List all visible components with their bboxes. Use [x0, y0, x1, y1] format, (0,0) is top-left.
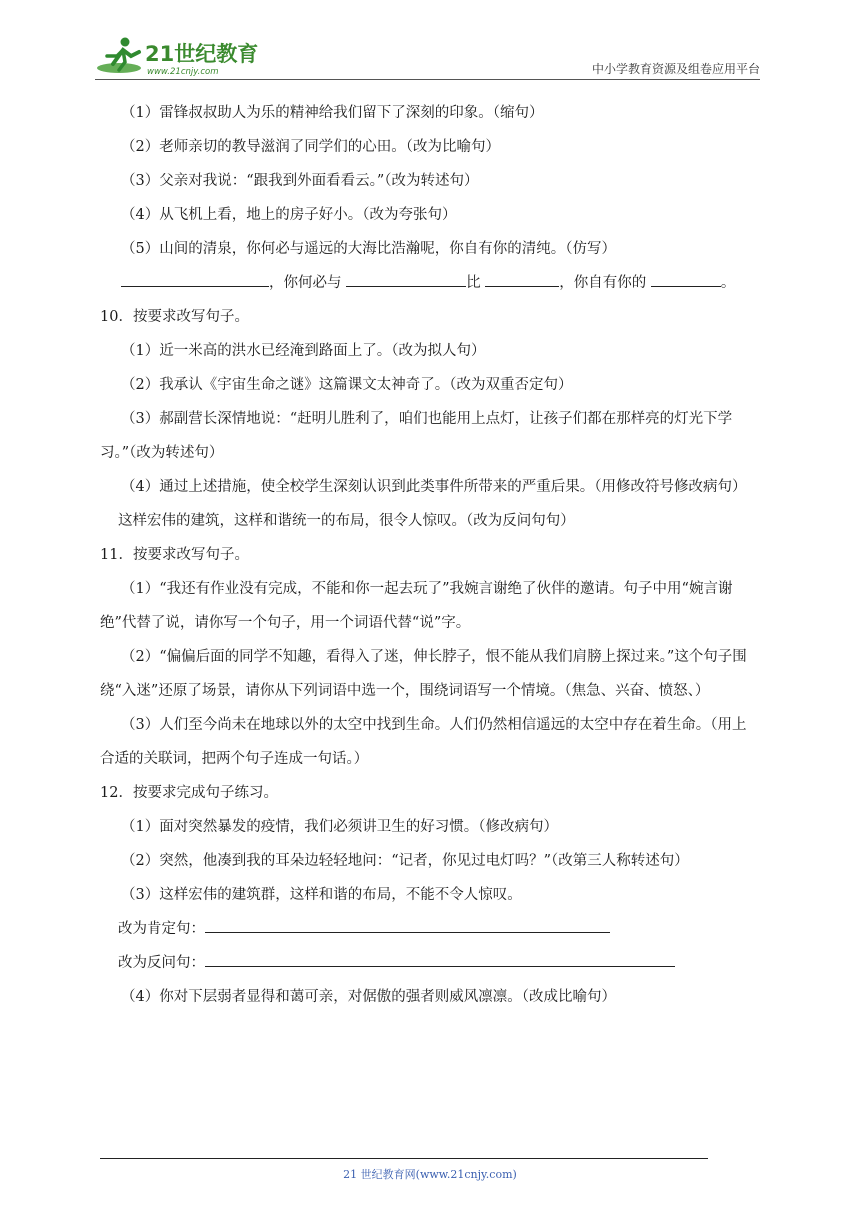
question-12-title: 12．按要求完成句子练习。	[100, 785, 278, 801]
affirmative-answer-line	[100, 912, 760, 946]
affirmative-label: 改为肯定句：	[118, 921, 205, 937]
q12-item-2: （2）突然，他凑到我的耳朵边轻轻地问：“记者，你见过电灯吗？”（改第三人称转述句）	[121, 853, 689, 869]
item-1: （1）雷锋叔叔助人为乐的精神给我们留下了深刻的印象。（缩句）	[121, 105, 544, 121]
site-logo	[95, 34, 265, 78]
q10-item-5: 这样宏伟的建筑，这样和谐统一的布局，很令人惊叹。（改为反问句句）	[118, 513, 575, 529]
item-5: （5）山间的清泉，你何必与遥远的大海比浩瀚呢，你自有你的清纯。（仿写）	[121, 241, 616, 257]
header-platform-name: 中小学教育资源及组卷应用平台	[591, 62, 760, 76]
rhetorical-label: 改为反问句：	[118, 955, 205, 971]
fill-blank-1[interactable]	[121, 270, 269, 287]
q12-item-4: （4）你对下层弱者显得和蔼可亲，对倨傲的强者则威风凛凛。（改成比喻句）	[121, 989, 616, 1005]
question-10-title: 10．按要求改写句子。	[100, 309, 249, 325]
q10-item-4: （4）通过上述措施，使全校学生深刻认识到此类事件所带来的严重后果。（用修改符号修改病句）	[121, 479, 747, 495]
rhetorical-answer-line	[100, 946, 760, 980]
imitation-fill-line	[100, 266, 760, 300]
page-header	[95, 30, 760, 80]
item-3: （3）父亲对我说：“跟我到外面看看云。”（改为转述句）	[121, 173, 479, 189]
footer-link[interactable]: 21 世纪教育网(www.21cnjy.com)	[343, 1168, 517, 1181]
fill-blank-2[interactable]	[346, 270, 466, 287]
fill-blank-4[interactable]	[651, 270, 721, 287]
fill-text-3: ，你自有你的	[559, 275, 647, 291]
q10-item-3: （3）郝副营长深情地说：“赶明儿胜利了，咱们也能用上点灯，让孩子们都在那样亮的灯光下学习。”（改为转述句）	[100, 411, 733, 461]
rhetorical-answer-blank[interactable]	[205, 950, 675, 967]
header-divider	[95, 79, 760, 80]
q12-item-3: （3）这样宏伟的建筑群，这样和谐的布局，不能不令人惊叹。	[121, 887, 522, 903]
fill-text-2: 比	[466, 275, 481, 291]
worksheet-content	[100, 96, 760, 1014]
fill-text-4: 。	[720, 275, 736, 291]
q10-item-2: （2）我承认《宇宙生命之谜》这篇课文太神奇了。（改为双重否定句）	[121, 377, 573, 393]
item-2: （2）老师亲切的教导滋润了同学们的心田。（改为比喻句）	[121, 139, 500, 155]
q11-item-1: （1）“我还有作业没有完成，不能和你一起去玩了”我婉言谢绝了伙伴的邀请。句子中用“婉言谢绝”代替了说，请你写一个句子，用一个词语代替“说”字。	[100, 581, 733, 631]
fill-text-1: ，你何必与	[269, 275, 342, 291]
logo-title: 21世纪教育	[145, 42, 259, 66]
footer-divider	[100, 1158, 708, 1159]
q11-item-2: （2）“偏偏后面的同学不知趣，看得入了迷，伸长脖子，恨不能从我们肩膀上探过来。”这个句子围绕“入迷”还原了场景，请你从下列词语中选一个，围绕词语写一个情境。（焦急、兴奋、愤怒、）	[100, 649, 747, 699]
logo-url: www.21cnjy.com	[147, 67, 219, 77]
item-4: （4）从飞机上看，地上的房子好小。（改为夸张句）	[121, 207, 457, 223]
q11-item-3: （3）人们至今尚未在地球以外的太空中找到生命。人们仍然相信遥远的太空中存在着生命。（用上合适的关联词，把两个句子连成一句话。）	[100, 717, 747, 767]
question-11-title: 11．按要求改写句子。	[100, 547, 249, 563]
fill-blank-3[interactable]	[485, 270, 559, 287]
q10-item-1: （1）近一米高的洪水已经淹到路面上了。（改为拟人句）	[121, 343, 486, 359]
affirmative-answer-blank[interactable]	[205, 916, 610, 933]
q12-item-1: （1）面对突然暴发的疫情，我们必须讲卫生的好习惯。（修改病句）	[121, 819, 558, 835]
